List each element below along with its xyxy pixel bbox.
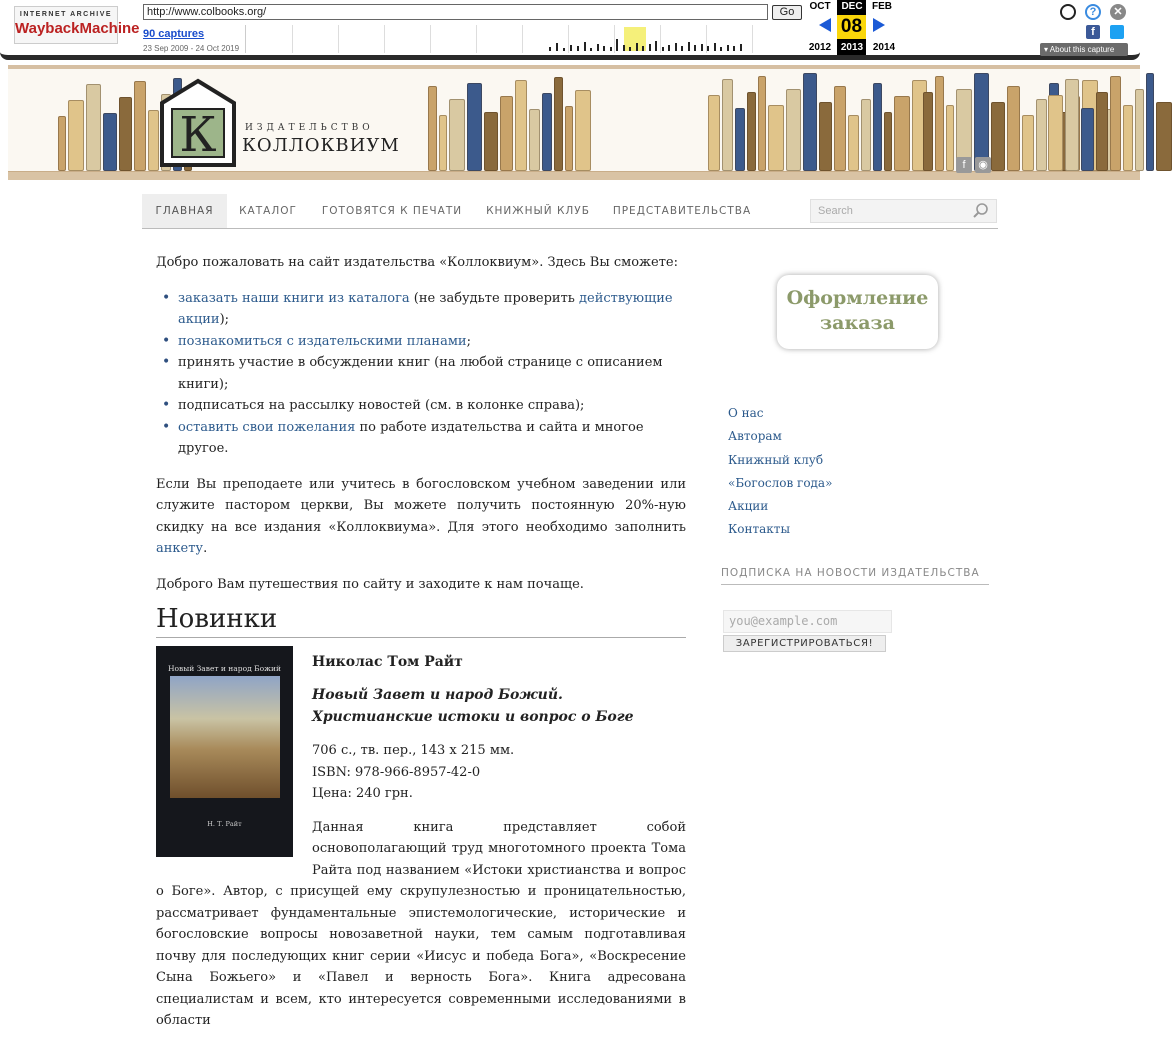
current-promotions-link[interactable]: действующие акции [178,290,673,327]
sparkline-bar [603,46,605,51]
book-spine [529,109,540,171]
sparkline-bar [662,47,664,51]
sparkline-bar [584,42,586,51]
wayback-logo-top: INTERNET ARCHIVE [19,11,113,18]
book-spine [58,116,66,171]
book-spine [848,115,859,171]
sparkline-bar [570,45,572,51]
capture-date-range: 23 Sep 2009 - 24 Oct 2019 [143,44,240,53]
book-spine [1135,89,1144,171]
place-order-label-1: Оформление [786,287,929,309]
book-spine [565,106,573,171]
sparkline-bar [688,42,690,51]
book-spine [1022,115,1034,171]
discount-text-end: . [203,541,208,556]
features-list [178,288,686,460]
sparkline-gridline [338,25,339,53]
sparkline-gridline [430,25,431,53]
feedback-link[interactable]: оставить свои пожелания [178,419,356,435]
nav-item-home[interactable]: ГЛАВНАЯ [142,194,227,228]
site-header-banner [8,65,1140,180]
colloquium-logo-icon[interactable] [158,79,238,169]
wayback-url-input[interactable]: http://www.colbooks.org/ [143,4,768,20]
book-spine [819,102,832,171]
book-cover-author: Н. Т. Райт [207,819,242,828]
facebook-icon[interactable]: f [956,157,972,173]
application-form-link[interactable]: анкету [156,541,204,556]
sparkline-bar [701,44,703,51]
nav-item-representatives[interactable]: ПРЕДСТАВИТЕЛЬСТВА [612,205,752,217]
sparkline-bar [707,46,709,51]
book-spine [1156,102,1172,171]
sidebar-item-promotions[interactable]: Акции [728,499,769,514]
about-capture-button[interactable]: ▾ About this capture [1040,43,1128,56]
sparkline-bar [649,44,651,51]
register-button[interactable]: ЗАРЕГИСТРИРОВАТЬСЯ! [723,635,886,652]
book-spine [1123,105,1133,171]
publishing-plans-link[interactable]: познакомиться с издательскими планами [178,333,467,349]
sparkline-bar [655,41,657,51]
book-cover-image[interactable] [156,646,293,857]
capture-sparkline[interactable] [245,25,802,53]
book-spine [935,76,944,171]
logo-letter: К [179,107,217,163]
sidebar-item-theologian-of-year[interactable]: «Богослов года» [728,475,833,490]
place-order-label-2: заказа [820,312,895,334]
wayback-logo-bottom: WaybackMachine [15,20,140,37]
prev-year-label[interactable]: 2012 [808,42,832,53]
list-item-text: по работе издательства и сайта и многое другое. [178,419,644,456]
prev-capture-arrow-icon[interactable] [819,18,831,32]
wayback-toolbar [0,0,1140,60]
sparkline-bar [642,46,644,51]
book-spine [1146,73,1154,171]
current-year-label: 2013 [840,42,864,53]
sparkline-bar [590,48,592,51]
sparkline-bar [740,44,742,51]
book-spine [708,95,720,171]
list-item [178,417,686,460]
help-icon[interactable]: ? [1085,4,1101,20]
book-spine [439,115,447,171]
sidebar-links [728,402,832,542]
book-cover-title: Новый Завет и народ Божий [167,663,282,673]
sparkline-bar [549,47,551,51]
book-isbn: ISBN: 978-966-8957-42-0 [312,764,481,780]
book-spine [861,99,871,171]
sparkline-bar [610,47,612,51]
book-entry [156,646,686,1032]
book-spine [786,89,801,171]
list-item: • принять участие в обсуждении книг (на любой странице с описанием книги); [178,352,686,395]
sparkline-gridline [384,25,385,53]
book-spine [768,105,784,171]
sparkline-bar [733,46,735,51]
sparkline-gridline [752,25,753,53]
book-spine [1036,99,1047,171]
place-order-button[interactable] [777,275,938,349]
sparkline-bar [694,45,696,51]
list-item-text: ; [466,333,471,349]
book-spine [554,77,563,171]
book-spine [515,80,527,171]
sparkline-gridline [476,25,477,53]
sparkline-bar [714,43,716,51]
current-month-label: DEC [841,1,863,12]
book-spine [722,79,733,171]
wayback-logo[interactable] [14,6,140,44]
sparkline-bar [675,43,677,51]
sparkline-bar [727,45,729,51]
logo-subtitle: ИЗДАТЕЛЬСТВО [245,123,374,133]
book-spine [1007,86,1020,171]
sparkline-gridline [614,25,615,53]
discount-text: Если Вы преподаете или учитесь в богословском учебном заведении или служите пастором церкви, Вы можете получить постоянную 20%-ную скидку на все издания «Коллоквиума». Для этого необходимо заполнить [156,476,686,535]
sparkline-bar [681,46,683,51]
book-spine [1096,92,1108,171]
book-spine [500,96,513,171]
sparkline-bar [623,45,625,51]
prev-month-label[interactable]: OCT [809,1,831,12]
next-capture-arrow-icon[interactable] [873,18,885,32]
book-spine [873,83,882,171]
book-spine [946,105,954,171]
list-item [178,288,686,331]
close-icon[interactable]: ✕ [1110,4,1126,20]
book-spine [68,100,84,171]
social-links [956,153,994,173]
logo-name[interactable]: КОЛЛОКВИУМ [242,135,400,156]
about-capture-label: About this capture [1049,45,1115,54]
main-navigation [142,194,998,229]
email-field[interactable]: you@example.com [723,610,892,633]
list-item-text: ); [219,312,230,327]
book-spine [449,99,465,171]
sparkline-bar [556,43,558,51]
book-spine [134,81,146,171]
book-spine [575,90,591,171]
nav-item-catalog[interactable]: КАТАЛОГ [239,205,297,217]
twitter-share-icon[interactable] [1110,25,1124,39]
farewell-text: Доброго Вам путешествия по сайту и заходите к нам почаще. [156,576,584,592]
sparkline-bar [616,39,618,51]
current-day-label: 08 [837,15,866,39]
sparkline-bar [720,47,722,51]
book-format: 706 с., тв. пер., 143 х 215 мм. [312,743,515,758]
book-spine [1110,76,1121,171]
wayback-go-button[interactable]: Go [772,5,802,20]
book-spine [542,93,552,171]
book-spine [758,76,766,171]
sparkline-bar [629,47,631,51]
user-account-icon[interactable] [1060,4,1076,20]
book-spine [1065,79,1079,171]
sidebar-item-book-club[interactable]: Книжный клуб [728,452,824,467]
discount-paragraph [156,474,686,560]
sidebar-item-contacts[interactable]: Контакты [728,522,790,537]
sparkline-bar [577,46,579,51]
welcome-text: Добро пожаловать на сайт издательства «Коллоквиум». Здесь Вы сможете: [156,255,678,270]
book-price: Цена: 240 грн. [312,786,413,801]
book-spine [484,112,498,171]
sidebar-item-about[interactable]: О нас [728,406,764,420]
book-spine [803,73,817,171]
book-spine [86,84,101,171]
sparkline-bar [668,45,670,51]
book-cover-painting [170,676,280,798]
book-spine [884,112,892,171]
rss-icon[interactable]: ◉ [975,157,991,173]
book-title[interactable]: Новый Завет и народ Божий. Христианские истоки и вопрос о Боге [312,687,634,725]
book-description: Данная книга представляет собой основополагающий труд многотомного проекта Тома Райта под названием «Истоки христианства и вопрос о Боге». Автор, с присущей ему скрупулезностью и проницательностью, рассматривает фундаментальные эпистемологические, исторические и богословские вопросы новозаветной науки, тем самым подготавливая почву для последующих книг серии «Иисус и победа Бога», «Воскресение Сына Божьего» и «Павел и верность Бога». Книга адресована специалистам и всем, кто интересуется современными исследованиями в области [156,819,686,1028]
book-spine [428,86,437,171]
sparkline-bar [597,44,599,51]
main-content [156,252,686,1046]
book-spine [103,113,117,171]
sparkline-gridline [522,25,523,53]
book-spine [834,86,846,171]
sidebar-item-authors[interactable]: Авторам [728,429,782,444]
book-spine [1081,108,1094,171]
captures-link[interactable]: 90 captures [143,28,205,40]
sparkline-bar [636,43,638,51]
book-spine [894,96,910,171]
banner-top-strip [8,65,1140,69]
next-year-label[interactable]: 2014 [872,42,896,53]
nav-item-upcoming[interactable]: ГОТОВЯТСЯ К ПЕЧАТИ [321,205,463,217]
sparkline-gridline [292,25,293,53]
newsletter-heading: ПОДПИСКА НА НОВОСТИ ИЗДАТЕЛЬСТВА [721,567,989,585]
new-releases-heading: Новинки [156,609,686,638]
search-icon[interactable] [972,202,990,220]
book-spine [747,92,756,171]
search-input[interactable]: Search [810,199,997,223]
sparkline-gridline [568,25,569,53]
nav-item-book-club[interactable]: КНИЖНЫЙ КЛУБ [486,205,590,217]
facebook-share-icon[interactable]: f [1086,25,1100,39]
book-spine [1048,95,1063,171]
book-spine [119,97,132,171]
book-spine [735,108,745,171]
sparkline-bar [563,48,565,51]
list-item-text: (не забудьте проверить [409,290,579,306]
catalog-order-link[interactable]: заказать наши книги из каталога [178,290,410,306]
book-author[interactable]: Николас Том Райт [312,653,463,670]
book-spine [923,92,933,171]
book-spine [467,83,482,171]
list-item: • подписаться на рассылку новостей (см. в колонке справа); [178,395,686,417]
list-item [178,331,686,353]
next-month-label[interactable]: FEB [872,1,892,12]
